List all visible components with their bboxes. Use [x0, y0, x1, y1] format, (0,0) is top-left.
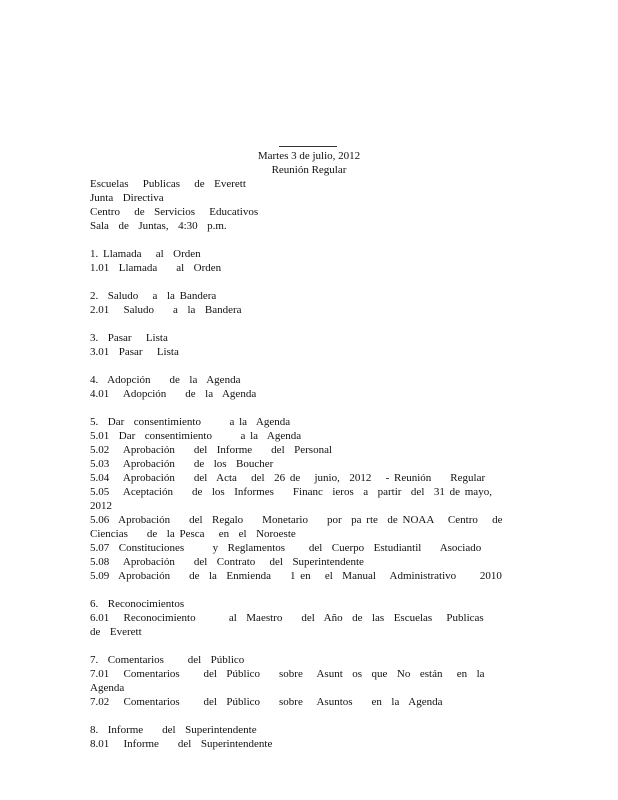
agenda-item: 5.03 Aprobación de los Boucher: [90, 458, 274, 470]
section-title: 6. Reconocimientos: [90, 598, 185, 610]
section-title: 8. Informe del Superintendente: [90, 724, 257, 736]
agenda-item: 2.01 Saludo a la Bandera: [90, 304, 242, 316]
section-title: 1. Llamada al Orden: [90, 248, 201, 260]
section-title: 2. Saludo a la Bandera: [90, 290, 217, 302]
section-title: 5. Dar consentimiento a la Agenda: [90, 416, 291, 428]
agenda-item: 5.07 Constituciones y Reglamentos del Cuerpo Estudiantil Asociado: [90, 542, 482, 554]
header-rule: [279, 146, 337, 147]
agenda-item: 4.01 Adopción de la Agenda: [90, 388, 257, 400]
agenda-item: 5.08 Aprobación del Contrato del Superintendente: [90, 556, 364, 568]
agenda-item: 7.01 Comentarios del Público sobre Asunt os que No están en la Agenda: [90, 668, 494, 694]
agenda-item: 5.06 Aprobación del Regalo Monetario por pa rte de NOAA Centro de Ciencias de la Pesca en el Noroeste: [90, 514, 513, 540]
meeting-type: Reunión Regular: [271, 164, 347, 176]
agenda-item: 1.01 Llamada al Orden: [90, 262, 222, 274]
section-title: 7. Comentarios del Público: [90, 654, 245, 666]
agenda-item: 5.04 Aprobación del Acta del 26 de junio, 2012 - Reunión Regular: [90, 472, 486, 484]
address-line: Junta Directiva: [90, 192, 164, 204]
agenda-body: [90, 177, 513, 751]
meeting-date: Martes 3 de julio, 2012: [257, 150, 361, 162]
agenda-item: 5.02 Aprobación del Informe del Personal: [90, 444, 333, 456]
address-line: Centro de Servicios Educativos: [90, 206, 259, 218]
agenda-item: 5.09 Aprobación de la Enmienda 1 en el Manual Administrativo 2010: [90, 570, 502, 582]
agenda-item: 5.01 Dar consentimiento a la Agenda: [90, 430, 302, 442]
address-line: Sala de Juntas, 4:30 p.m.: [90, 220, 227, 232]
section-title: 4. Adopción de la Agenda: [90, 374, 241, 386]
agenda-item: 8.01 Informe del Superintendente: [90, 738, 273, 750]
agenda-item: 7.02 Comentarios del Público sobre Asuntos en la Agenda: [90, 696, 443, 708]
agenda-item: 5.05 Aceptación de los Informes Financ ieros a partir del 31 de mayo, 2012: [90, 486, 507, 512]
agenda-item: 6.01 Reconocimiento al Maestro del Año de las Escuelas Publicas de Everett: [90, 612, 503, 638]
agenda-item: 3.01 Pasar Lista: [90, 346, 179, 358]
address-line: Escuelas Publicas de Everett: [90, 178, 246, 190]
section-title: 3. Pasar Lista: [90, 332, 168, 344]
